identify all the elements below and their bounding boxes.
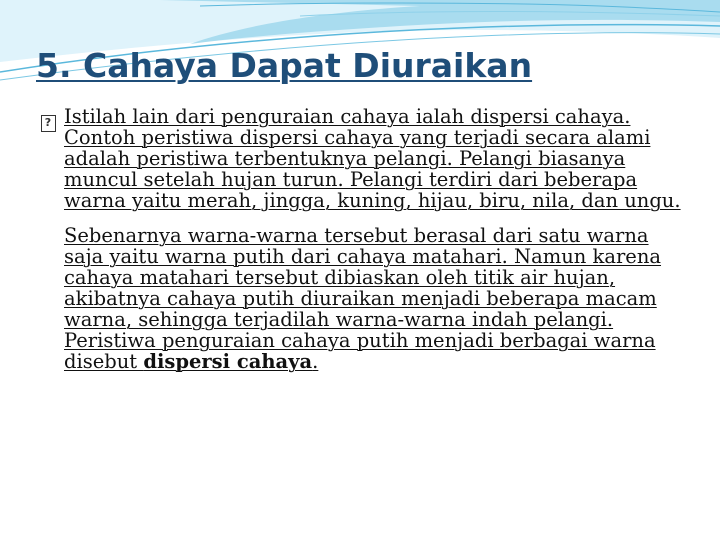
- paragraph-2-term: dispersi cahaya: [143, 350, 313, 373]
- paragraph-2: [64, 225, 686, 372]
- slide-body: [36, 106, 686, 386]
- paragraph-1: [44, 105, 686, 212]
- paragraph-2-text: Sebenarnya warna-warna tersebut berasal dari satu warna saja yaitu warna putih dari cahaya matahari. Namun karena cahaya matahari tersebut dibiaskan oleh titik air hujan, akibatnya cahaya putih diuraikan menjadi beberapa macam warna, sehingga terjadilah warna-warna indah pelangi. Peristiwa penguraian cahaya putih menjadi berbagai warna disebut: [64, 224, 662, 373]
- slide-title: 5. Cahaya Dapat Diuraikan: [36, 46, 533, 85]
- paragraph-1-text: Istilah lain dari penguraian cahaya ialah dispersi cahaya. Contoh peristiwa dispersi cahaya yang terjadi secara alami adalah peristiwa terbentuknya pelangi. Pelangi biasanya muncul setelah hujan turun. Pelangi terdiri dari beberapa warna yaitu merah, jingga, kuning, hijau, biru, nila, dan ungu.: [64, 105, 681, 212]
- missing-glyph-icon: ?: [36, 106, 60, 132]
- paragraph-2-end: .: [312, 350, 319, 373]
